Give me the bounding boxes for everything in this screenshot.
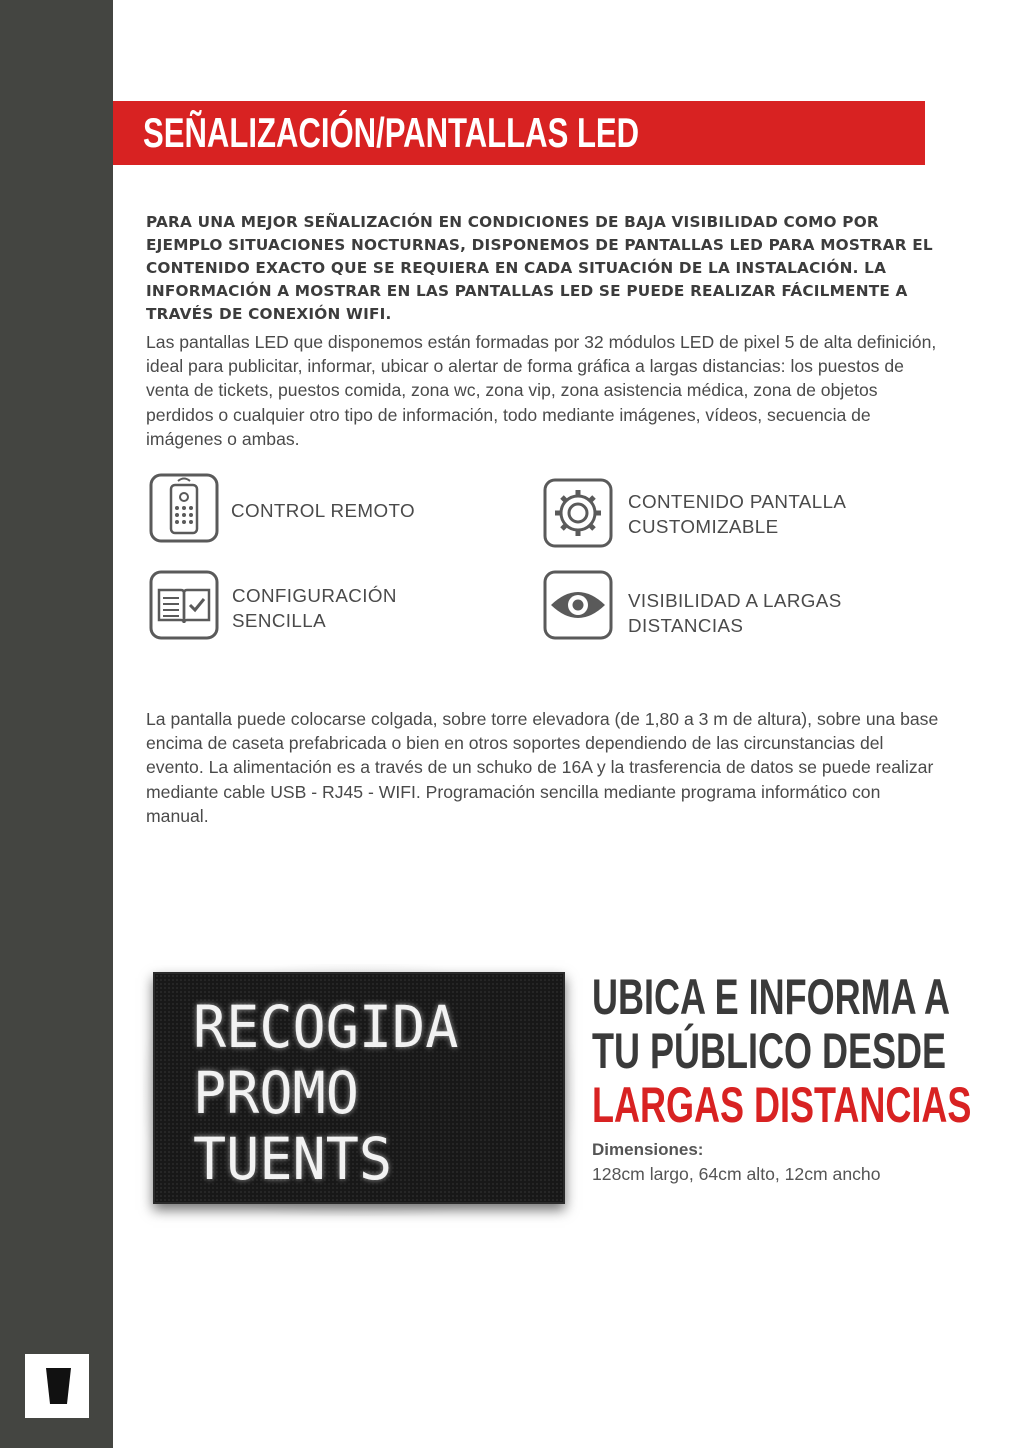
led-screen-image: [143, 964, 575, 1216]
intro-text: PARA UNA MEJOR SEÑALIZACIÓN EN CONDICIONES DE BAJA VISIBILIDAD COMO POR EJEMPLO SITUACIONES NOCTURNAS, DISPONEMOS DE PANTALLAS LED PARA MOSTRAR EL CONTENIDO EXACTO QUE SE REQUIERA EN CADA SITUACIÓN DE LA INSTALACIÓN. LA INFORMACIÓN A MOSTRAR EN LAS PANTALLAS LED SE PUEDE REALIZAR FÁCILMENTE A TRAVÉS DE CONEXIÓN WIFI.: [146, 213, 933, 323]
installation-paragraph: La pantalla puede colocarse colgada, sobre torre elevadora (de 1,80 a 3 m de altura), sobre una base encima de caseta prefabricada o bien en otros soportes dependiendo de las circunstancias del evento. La alimentación es a través de un schuko de 16A y la trasferencia de datos se puede realizar mediante cable USB - RJ45 - WIFI. Programación sencilla mediante programa informático con manual.: [146, 709, 939, 826]
feature-label: VISIBILIDAD A LARGAS DISTANCIAS: [628, 590, 842, 636]
description-paragraph: Las pantallas LED que disponemos están formadas por 32 módulos LED de pixel 5 de alta definición, ideal para publicitar, informar, ubicar o alertar de forma gráfica a largas distancias: los puestos de venta de tickets, puestos comida, zona wc, zona vip, zona asistencia médica, zona de objetos perdidos o cualquier otro tipo de información, todo mediante imágenes, vídeos, secuencia de imágenes o ambas.: [146, 332, 937, 449]
dimensions-label: Dimensiones:: [592, 1140, 704, 1159]
remote-control-icon: [149, 473, 219, 543]
manual-book-icon: [149, 570, 219, 640]
feature-label: CONTROL REMOTO: [231, 500, 416, 521]
feature-label: CONFIGURACIÓN SENCILLA: [232, 585, 397, 631]
led-text-line: TUENTS: [193, 1125, 393, 1193]
sidebar-strip: [0, 0, 113, 1448]
brand-logo: [25, 1354, 89, 1418]
led-screen: [153, 972, 565, 1204]
page-title: SEÑALIZACIÓN/PANTALLAS LED: [143, 109, 640, 156]
eye-icon: [543, 570, 613, 640]
promo-headline: UBICA E INFORMA A TU PÚBLICO DESDE LARGAS DISTANCIAS: [592, 969, 972, 1133]
dimensions-value: 128cm largo, 64cm alto, 12cm ancho: [592, 1164, 881, 1184]
gear-icon: [543, 478, 613, 548]
led-text-line: PROMO: [193, 1059, 359, 1127]
led-text-line: RECOGIDA: [193, 993, 459, 1061]
title-banner: [113, 101, 925, 165]
logo-mark-icon: [25, 1354, 89, 1418]
feature-label: CONTENIDO PANTALLA CUSTOMIZABLE: [628, 491, 847, 537]
